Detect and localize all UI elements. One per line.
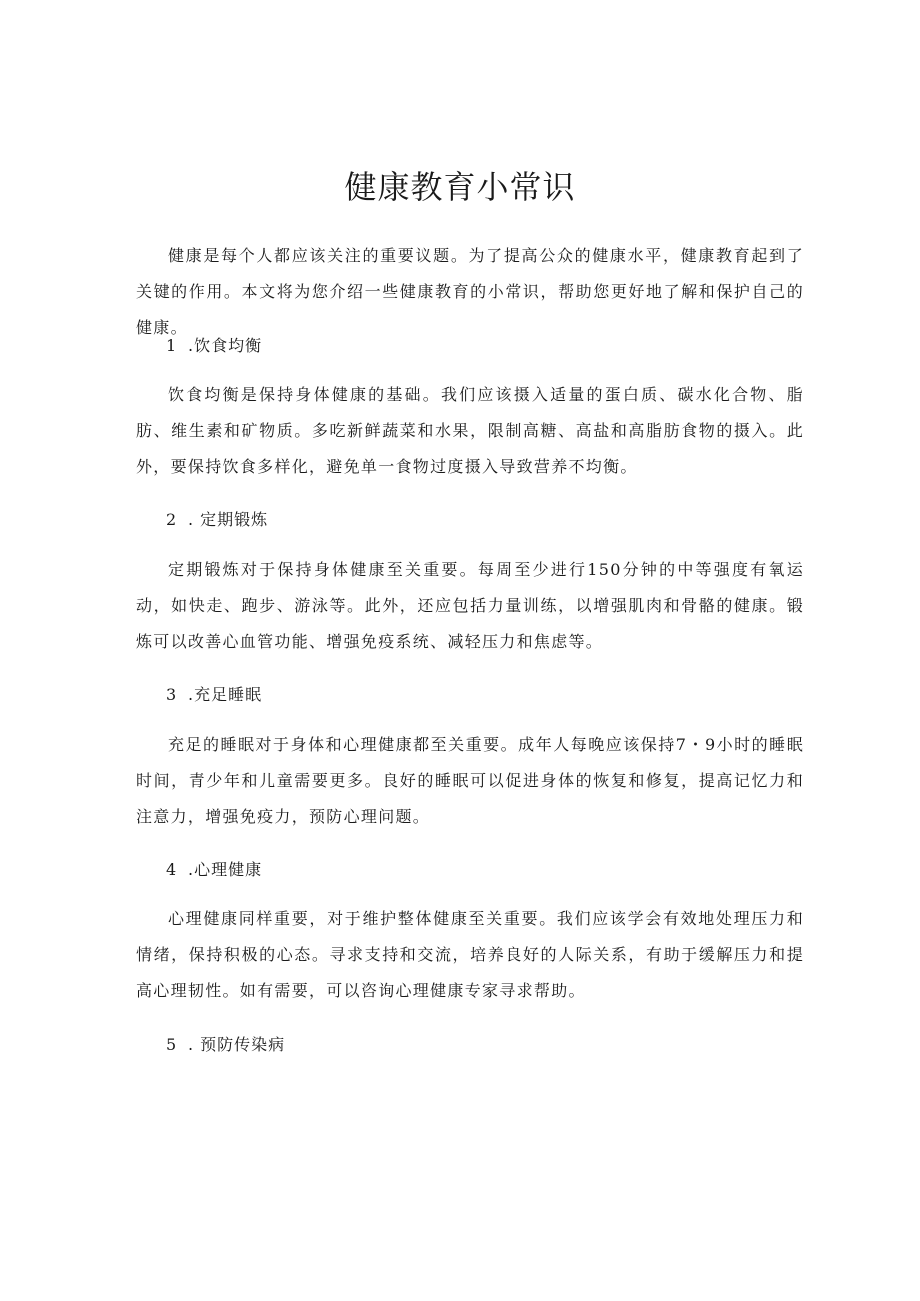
- section-title: . 预防传染病: [188, 1035, 286, 1054]
- section-title: .充足睡眠: [188, 685, 263, 704]
- section-title: .心理健康: [188, 860, 263, 879]
- section-number: 4: [166, 860, 178, 879]
- section-body-2: 定期锻炼对于保持身体健康至关重要。每周至少进行150分钟的中等强度有氧运动，如快走、跑步、游泳等。此外，还应包括力量训练，以增强肌肉和骨骼的健康。锻炼可以改善心血管功能、增强免疫系统、减轻压力和焦虑等。: [136, 560, 804, 651]
- intro-paragraph: 健康是每个人都应该关注的重要议题。为了提高公众的健康水平，健康教育起到了关键的作用。本文将为您介绍一些健康教育的小常识，帮助您更好地了解和保护自己的健康。: [136, 246, 804, 337]
- section-body-4: 心理健康同样重要，对于维护整体健康至关重要。我们应该学会有效地处理压力和情绪，保持积极的心态。寻求支持和交流，培养良好的人际关系，有助于缓解压力和提高心理韧性。如有需要，可以咨询心理健康专家寻求帮助。: [136, 909, 804, 1000]
- section-heading-3: [166, 684, 262, 706]
- section-heading-2: [166, 509, 268, 531]
- section-heading-4: [166, 859, 262, 881]
- section-number: 2: [166, 510, 178, 529]
- page-title: 健康教育小常识: [344, 168, 576, 206]
- section-title: . 定期锻炼: [188, 510, 269, 529]
- section-body-3: 充足的睡眠对于身体和心理健康都至关重要。成年人每晚应该保持7・9小时的睡眠时间，青少年和儿童需要更多。良好的睡眠可以促进身体的恢复和修复，提高记忆力和注意力，增强免疫力，预防心理问题。: [136, 735, 804, 826]
- section-number: 5: [166, 1035, 178, 1054]
- section-number: 1: [166, 336, 178, 355]
- section-heading-5: [166, 1034, 285, 1056]
- section-body-1: 饮食均衡是保持身体健康的基础。我们应该摄入适量的蛋白质、碳水化合物、脂肪、维生素和矿物质。多吃新鲜蔬菜和水果，限制高糖、高盐和高脂肪食物的摄入。此外，要保持饮食多样化，避免单一食物过度摄入导致营养不均衡。: [136, 385, 804, 476]
- section-number: 3: [166, 685, 178, 704]
- section-title: .饮食均衡: [188, 336, 263, 355]
- section-heading-1: [166, 335, 262, 357]
